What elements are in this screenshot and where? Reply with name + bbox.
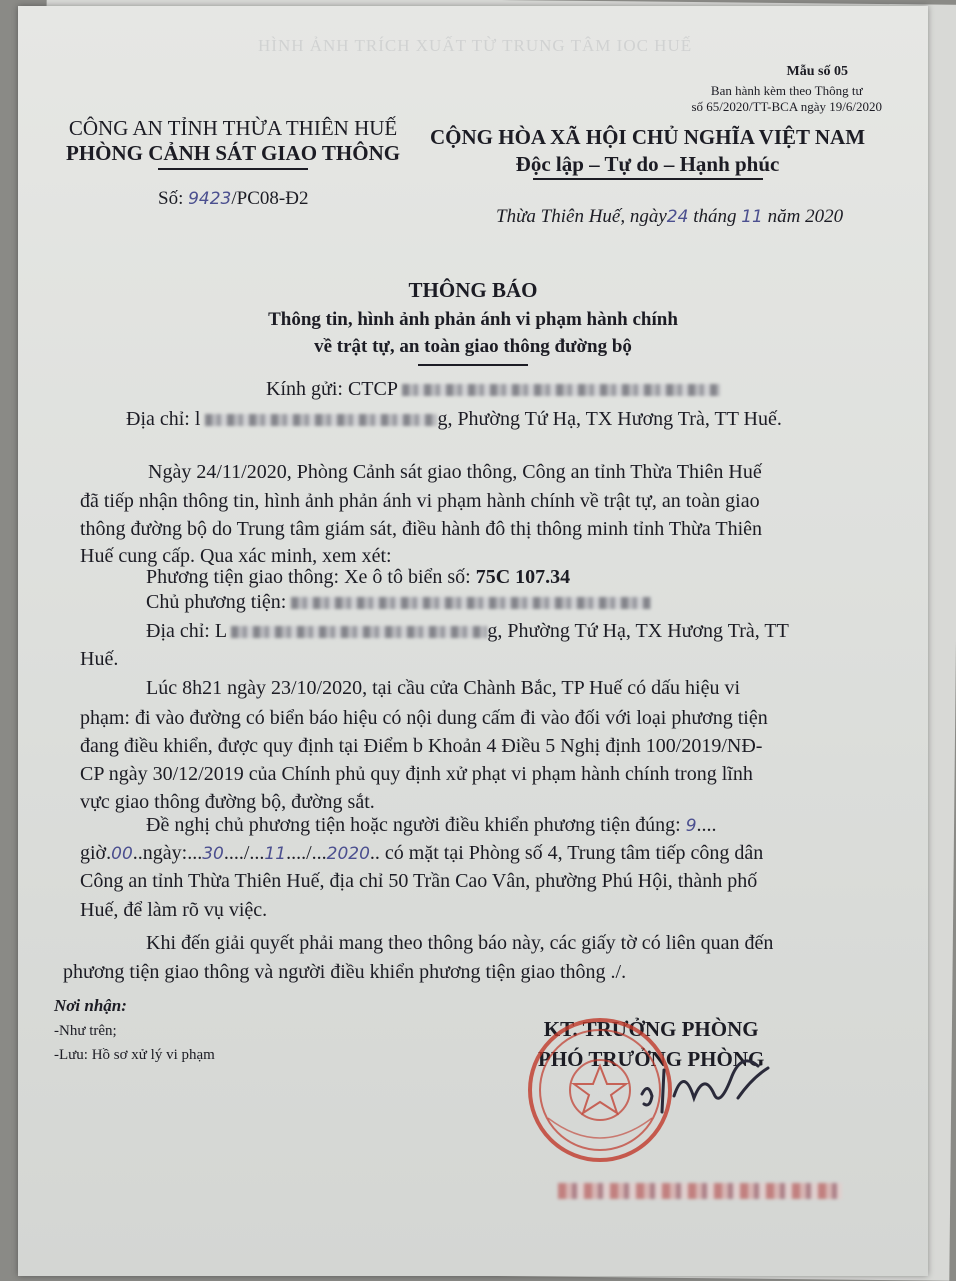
appointment-year: 2020 [326, 844, 370, 864]
para2-line4: CP ngày 30/12/2019 của Chính phủ quy định xử phạt vi phạm hành chính trong lĩnh [80, 763, 753, 785]
owner-address-line2: Huế. [80, 648, 119, 670]
license-plate: 75C 107.34 [475, 566, 571, 588]
para2-line3: đang điều khiển, được quy định tại Điểm b Khoản 4 Điều 5 Nghị định 100/2019/NĐ- [80, 735, 763, 757]
form-note-line-1: Ban hành kèm theo Thông tư [710, 83, 863, 98]
appointment-minute: 00 [111, 844, 133, 864]
redacted-signer-name [558, 1183, 842, 1199]
handwritten-signature [642, 1061, 768, 1112]
national-name: CỘNG HÒA XÃ HỘI CHỦ NGHĨA VIỆT NAM [430, 125, 866, 149]
para3-line3: Công an tỉnh Thừa Thiên Huế, địa chỉ 50 Trần Cao Vân, phường Phú Hội, thành phố [80, 870, 758, 892]
address-prefix: l [194, 408, 201, 430]
para2-line5: vực giao thông đường bộ, đường sắt. [80, 791, 375, 813]
document-title: THÔNG BÁO [408, 278, 538, 302]
para3-text: Đề nghị chủ phương tiện hoặc người điều khiển phương tiện đúng: [146, 814, 681, 836]
para3-location: .. có mặt tại Phòng số 4, Trung tâm tiếp công dân [369, 842, 764, 864]
recipients-title: Nơi nhận: [54, 996, 127, 1015]
date-month-handwritten: 11 [741, 207, 763, 227]
date-prefix: Thừa Thiên Huế, ngày [496, 206, 667, 227]
recipient-1: -Như trên; [54, 1023, 117, 1039]
date-year: năm 2020 [767, 206, 844, 227]
address-label: Địa chỉ: [126, 408, 190, 430]
para2-line2: phạm: đi vào đường có biển báo hiệu có nội dung cấm đi vào đối với loại phương tiện [80, 707, 768, 729]
para1-line4: Huế cung cấp. Qua xác minh, xem xét: [80, 545, 392, 567]
addressee-address [126, 408, 782, 431]
address-tail: g, Phường Tứ Hạ, TX Hương Trà, TT Huế. [437, 408, 782, 430]
redacted-address [205, 414, 437, 426]
date-sep-2: ..../... [286, 842, 327, 864]
date-month-label: tháng [693, 206, 737, 227]
redacted-owner-address [231, 626, 487, 638]
signature-title-1: KT. TRƯỞNG PHÒNG [543, 1017, 759, 1041]
date-sep-1: ..../... [223, 842, 265, 864]
agency-department: PHÒNG CẢNH SÁT GIAO THÔNG [66, 141, 401, 165]
subtitle-line-2: về trật tự, an toàn giao thông đường bộ [314, 336, 632, 357]
appointment-hour: 9 [685, 816, 697, 836]
form-number: Mẫu số 05 [786, 64, 848, 79]
owner-address-label: Địa chỉ: L [146, 620, 227, 642]
para1-line2: đã tiếp nhận thông tin, hình ảnh phản ánh vi phạm hành chính về trật tự, an toàn giao [80, 490, 760, 512]
document-number [158, 188, 308, 210]
addressee-label: Kính gửi: CTCP [266, 378, 398, 400]
doc-no-handwritten: 9423 [188, 189, 232, 209]
redacted-company-name [402, 384, 720, 396]
signer-name-redacted [558, 1182, 842, 1200]
national-heading [430, 124, 865, 180]
motto-underline [533, 178, 763, 180]
para3-line4: Huế, để làm rõ vụ việc. [80, 899, 268, 921]
signature-title-2: PHÓ TRƯỞNG PHÒNG [538, 1047, 765, 1071]
para4-line2: phương tiện giao thông và người điều khiển phương tiện giao thông ./. [63, 961, 627, 983]
subtitle-line-1: Thông tin, hình ảnh phản ánh vi phạm hành chính [268, 309, 678, 330]
document-page [18, 6, 928, 1276]
title-underline [418, 364, 528, 366]
issuing-agency [66, 116, 400, 170]
recipient-2: -Lưu: Hồ sơ xử lý vi phạm [54, 1047, 215, 1063]
form-note-line-2: số 65/2020/TT-BCA ngày 19/6/2020 [691, 99, 882, 114]
agency-parent: CÔNG AN TỈNH THỪA THIÊN HUẾ [68, 116, 398, 140]
form-note [691, 83, 882, 115]
owner-address-tail: g, Phường Tứ Hạ, TX Hương Trà, TT [487, 620, 789, 642]
appointment-day: 30 [202, 844, 224, 864]
para1-line3: thông đường bộ do Trung tâm giám sát, điều hành đô thị thông minh tỉnh Thừa Thiên [80, 518, 763, 540]
para4-line1: Khi đến giải quyết phải mang theo thông báo này, các giấy tờ có liên quan đến [146, 932, 774, 954]
redacted-owner-name [291, 597, 651, 609]
doc-no-suffix: /PC08-Đ2 [231, 188, 309, 209]
hour-label: giờ. [80, 842, 112, 864]
document-subtitle [18, 306, 928, 366]
vehicle-label: Phương tiện giao thông: Xe ô tô biển số: [146, 566, 471, 588]
appointment-month: 11 [264, 844, 287, 864]
agency-underline [158, 168, 308, 170]
para2-line1: Lúc 8h21 ngày 23/10/2020, tại cầu cửa Chành Bắc, TP Huế có dấu hiệu vi [146, 677, 741, 699]
para3-line1: Đề nghị chủ phương tiện hoặc người điều khiển phương tiện đúng: 9.... [146, 814, 717, 836]
doc-no-label: Số: [158, 188, 184, 209]
watermark-text: HÌNH ẢNH TRÍCH XUẤT TỪ TRUNG TÂM IOC HUẾ [258, 36, 693, 55]
owner-label: Chủ phương tiện: [146, 591, 287, 613]
para1-line1: Ngày 24/11/2020, Phòng Cảnh sát giao thông, Công an tỉnh Thừa Thiên Huế [148, 461, 762, 483]
place-date [496, 206, 843, 228]
owner-line [146, 591, 651, 614]
day-label: ..ngày:... [132, 842, 203, 864]
vehicle-line [146, 566, 570, 589]
date-day-handwritten: 24 [666, 207, 689, 227]
addressee [266, 378, 720, 401]
para3-line2 [80, 842, 763, 865]
national-motto: Độc lập – Tự do – Hạnh phúc [515, 152, 780, 176]
owner-address-line [146, 620, 789, 643]
